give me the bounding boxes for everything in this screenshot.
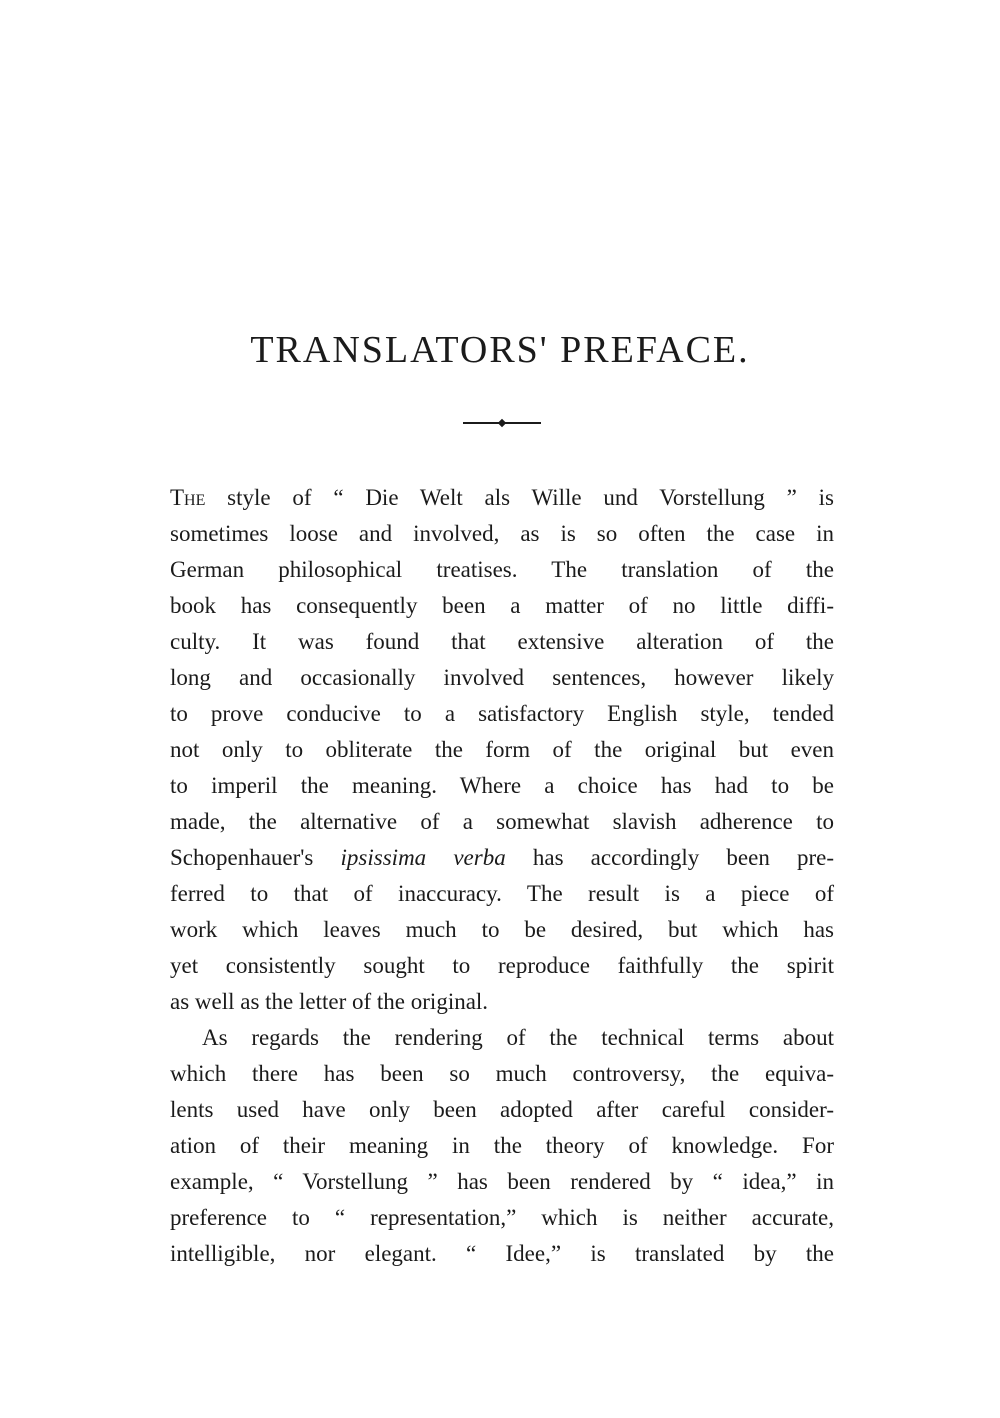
ornamental-divider [463,420,541,426]
text-segment: Schopenhauer's [170,845,341,870]
text-line: culty. It was found that extensive alteration of the [170,629,834,654]
text-line: lents used have only been adopted after careful consider- [170,1097,834,1122]
text-line: ferred to that of inaccuracy. The result is a piece of [170,881,834,906]
text-line: German philosophical treatises. The translation of the [170,557,834,582]
text-line: to imperil the meaning. Where a choice has had to be [170,773,834,798]
text-line: intelligible, nor elegant. “ Idee,” is translated by the [170,1241,834,1266]
text-line: long and occasionally involved sentences, however likely [170,665,834,690]
page-title: TRANSLATORS' PREFACE. [250,329,750,371]
text-line: example, “ Vorstellung ” has been rendered by “ idea,” in [170,1169,834,1194]
text-line: As regards the rendering of the technical terms about [202,1025,834,1050]
text-line [170,840,834,876]
text-line: which there has been so much controversy, the equiva- [170,1061,834,1086]
italic-phrase: ipsissima verba [340,845,506,870]
text-line: as well as the letter of the original. [170,989,489,1014]
divider-diamond-icon [498,419,506,427]
text-line: sometimes loose and involved, as is so often the case in [170,521,834,546]
text-line: preference to “ representation,” which is neither accurate, [170,1205,834,1230]
text-line [170,480,834,516]
text-line: work which leaves much to be desired, but which has [170,917,834,942]
text-line: to prove conducive to a satisfactory English style, tended [170,701,834,726]
text-line: made, the alternative of a somewhat slavish adherence to [170,809,834,834]
paragraph-1 [170,480,834,1020]
opening-word: The [170,485,206,510]
text-segment: style of “ Die Welt als Wille und Vorstellung ” is [205,485,834,510]
text-segment: has accordingly been pre- [505,845,834,870]
text-line: yet consistently sought to reproduce faithfully the spirit [170,953,834,978]
paragraph-2 [170,1020,834,1272]
text-line: not only to obliterate the form of the original but even [170,737,834,762]
text-line: book has consequently been a matter of no little diffi- [170,593,834,618]
text-line: ation of their meaning in the theory of knowledge. For [170,1133,834,1158]
